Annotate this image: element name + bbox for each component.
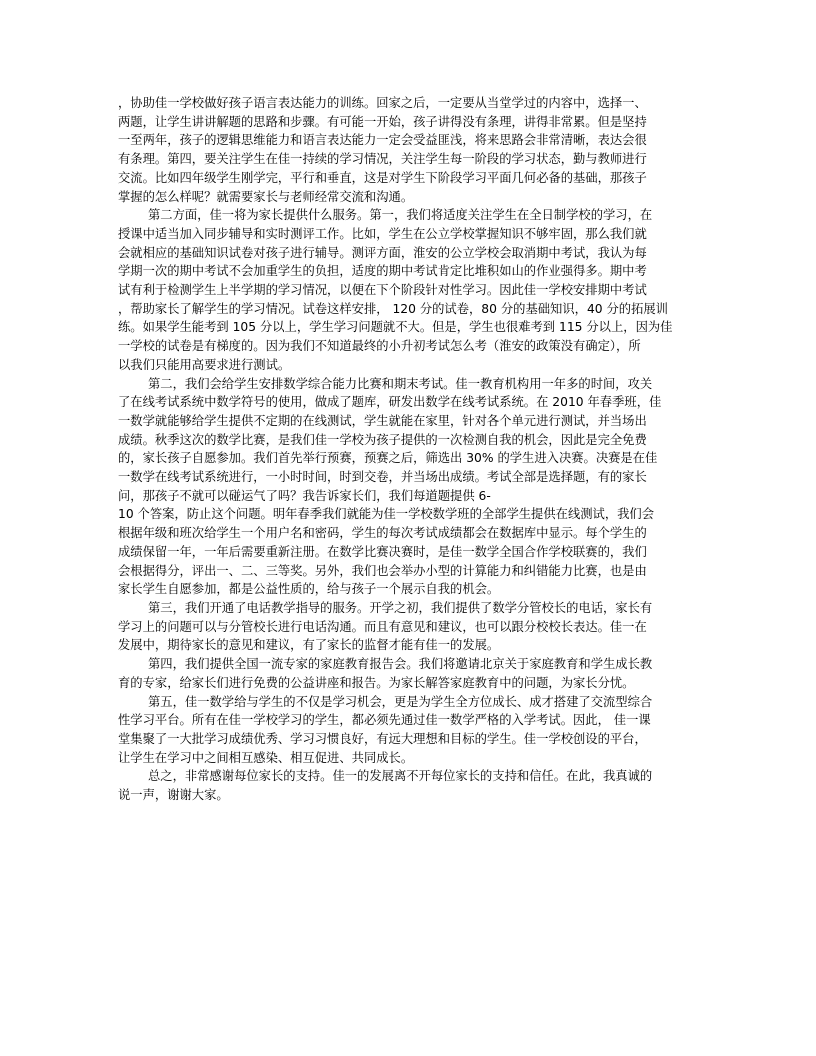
paragraph-first-line: 第二，我们会给学生安排数学综合能力比赛和期末考试。佳一教育机构用一年多的时间，攻关 [148, 376, 653, 391]
text-line: 说一声，谢谢大家。 [118, 788, 229, 803]
text-line: 交流。比如四年级学生刚学完，平行和垂直，这是对学生下阶段学习平面几何必备的基础，那孩子 [118, 170, 647, 185]
text-line: 一数学就能够给学生提供不定期的在线测试，学生就能在家里，针对各个单元进行测试，并当场出 [118, 413, 647, 428]
paragraph-first-line: 总之，非常感谢每位家长的支持。佳一的发展离不开每位家长的支持和信任。在此，我真诚的 [148, 769, 653, 784]
text-line: 一至两年，孩子的逻辑思维能力和语言表达能力一定会受益匪浅，将来思路会非常清晰，表达会很 [118, 133, 647, 148]
text-line: 试有利于检测学生上半学期的学习情况，以便在下个阶段针对性学习。因此佳一学校安排期中考试 [118, 283, 647, 298]
text-line: 家长学生自愿参加，都是公益性质的，给与孩子一个展示自我的机会。 [118, 582, 500, 597]
text-line: 以我们只能用高要求进行测试。 [118, 357, 291, 372]
text-line: 一学校的试卷是有梯度的。因为我们不知道最终的小升初考试怎么考（淮安的政策没有确定），所 [118, 339, 641, 354]
text-line: 学习上的问题可以与分管校长进行电话沟通。而且有意见和建议，也可以跟分校校长表达。佳一在 [118, 619, 647, 634]
text-line: 两题，让学生讲讲解题的思路和步骤。有可能一开始，孩子讲得没有条理，讲得非常累。但是坚持 [118, 114, 647, 129]
text-line: 会根据得分，评出一、二、三等奖。另外，我们也会举办小型的计算能力和纠错能力比赛，也是由 [118, 563, 647, 578]
text-line: 学期一次的期中考试不会加重学生的负担，适度的期中考试肯定比堆积如山的作业强得多。期中考 [118, 264, 647, 279]
text-line: ，帮助家长了解学生的学习情况。试卷这样安排， 120 分的试卷，80 分的基础知识，40 分的拓展训 [118, 301, 668, 316]
text-line: 问，那孩子不就可以碰运气了吗？我告诉家长们，我们每道题提供 6- [118, 488, 491, 503]
paragraph-first-line: 第五，佳一数学给与学生的不仅是学习机会，更是为学生全方位成长、成才搭建了交流型综合 [148, 694, 653, 709]
text-line: 掌握的怎么样呢？就需要家长与老师经常交流和沟通。 [118, 189, 414, 204]
text-line: 练。如果学生能考到 105 分以上，学生学习问题就不大。但是，学生也很难考到 115 分以上，因为佳 [118, 320, 673, 335]
text-line: 的，家长孩子自愿参加。我们首先举行预赛，预赛之后，筛选出 30% 的学生进入决赛。决赛是在佳 [118, 451, 658, 466]
text-line: 有条理。第四，要关注学生在佳一持续的学习情况，关注学生每一阶段的学习状态，勤与教师进行 [118, 152, 647, 167]
text-line: 会就相应的基础知识试卷对孩子进行辅导。测评方面，淮安的公立学校会取消期中考试，我认为每 [118, 245, 647, 260]
text-line: 根据年级和班次给学生一个用户名和密码，学生的每次考试成绩都会在数据库中显示。每个学生的 [118, 526, 647, 541]
text-line: 发展中，期待家长的意见和建议，有了家长的监督才能有佳一的发展。 [118, 638, 500, 653]
text-line: 堂集聚了一大批学习成绩优秀、学习习惯良好，有远大理想和目标的学生。佳一学校创设的平台， [118, 731, 647, 746]
text-line: 让学生在学习中之间相互感染、相互促进、共同成长。 [118, 750, 414, 765]
text-line: 育的专家，给家长们进行免费的公益讲座和报告。为家长解答家庭教育中的问题，为家长分忧。 [118, 675, 635, 690]
document-page [118, 94, 692, 805]
text-line: 性学习平台。所有在佳一学校学习的学生，都必须先通过佳一数学严格的入学考试。因此， 佳一课 [118, 713, 651, 728]
text-line: 授课中适当加入同步辅导和实时测评工作。比如，学生在公立学校掌握知识不够牢固，那么我们就 [118, 226, 647, 241]
text-line: ，协助佳一学校做好孩子语言表达能力的训练。回家之后，一定要从当堂学过的内容中，选择一、 [118, 96, 647, 110]
text-line: 一数学在线考试系统进行，一小时时间，时到交卷，并当场出成绩。考试全部是选择题，有的家长 [118, 470, 647, 485]
text-line: 成绩。秋季这次的数学比赛，是我们佳一学校为孩子提供的一次检测自我的机会，因此是完全免费 [118, 432, 647, 447]
text-line: 成绩保留一年，一年后需要重新注册。在数学比赛决赛时，是佳一数学全国合作学校联赛的，我们 [118, 544, 647, 559]
text-line: 了在线考试系统中数学符号的使用，做成了题库，研发出数学在线考试系统。在 2010 年春季班，佳 [118, 395, 662, 410]
paragraph-first-line: 第四，我们提供全国一流专家的家庭教育报告会。我们将邀请北京关于家庭教育和学生成长教 [148, 657, 653, 672]
paragraph-first-line: 第三，我们开通了电话教学指导的服务。开学之初，我们提供了数学分管校长的电话，家长有 [148, 600, 653, 615]
paragraph-first-line: 第二方面，佳一将为家长提供什么服务。第一，我们将适度关注学生在全日制学校的学习，在 [148, 208, 653, 223]
text-line: 10 个答案，防止这个问题。明年春季我们就能为佳一学校数学班的全部学生提供在线测试，我们会 [118, 507, 655, 522]
